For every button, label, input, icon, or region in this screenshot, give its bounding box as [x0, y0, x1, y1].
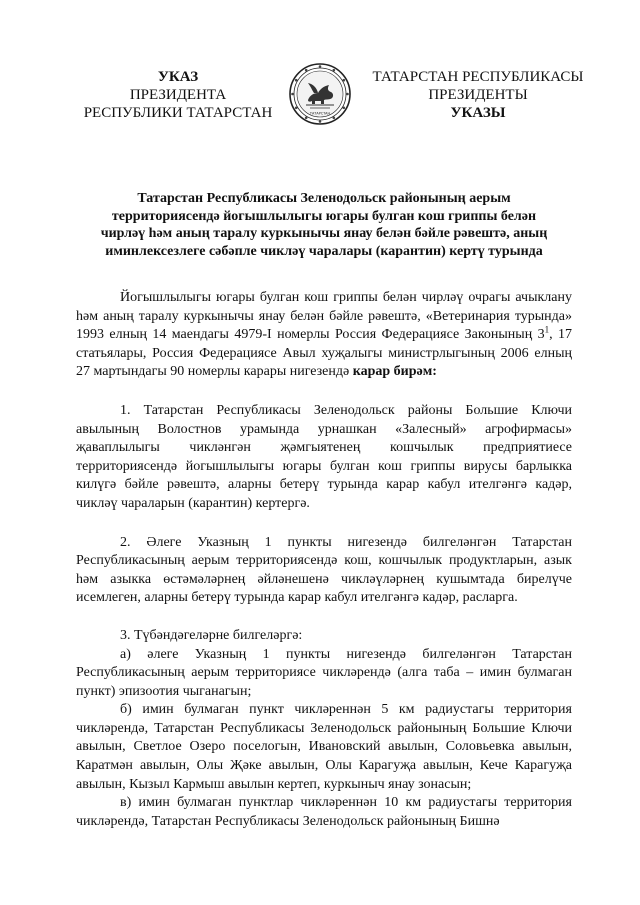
header-right-block [362, 68, 594, 122]
document-body [76, 289, 572, 831]
item-2-paragraph: 2. Әлеге Указның 1 пункты нигезендә билгеләнгән Татарстан Республикасының аерым территориясендә кош, кошчылык продуктларын, азык һәм азыкка өстәмәләрнең әйләнешенә чикләүләрнең кушымтада бирелүче исемлеген, аларны бетерү турында карар кабул ителгәнгә кадәр, расларга. [76, 534, 572, 606]
header-right-line2: ПРЕЗИДЕНТЫ [428, 87, 528, 103]
title-line3: чирләү һәм аның таралу куркынычы янау белән бәйле рәвештә, аның [100, 226, 548, 241]
item-3-heading: 3. Түбәндәгеләрне билгеләргә: [120, 627, 303, 643]
header-left-line2: ПРЕЗИДЕНТА [129, 87, 227, 103]
title-line1: Татарстан Республикасы Зеленодольск районының аерым [137, 191, 511, 206]
header-left-line1: УКАЗ [157, 69, 199, 85]
preamble-decision: карар бирәм: [352, 364, 437, 380]
header-left-line3: РЕСПУБЛИКИ ТАТАРСТАН [83, 105, 273, 121]
title-line2: территориясендә йогышлылыгы югары булган кош гриппы белән [111, 208, 537, 224]
header-right-line1: ТАТАРСТАН РЕСПУБЛИКАСЫ [372, 69, 584, 85]
preamble-paragraph [76, 289, 572, 382]
item-3c-paragraph: в) имин булмаган пунктлар чикләреннән 10 км радиустагы территория чикләрендә, Татарстан Республикасы Зеленодольск районының Бишнә [76, 795, 572, 829]
item-3a-paragraph: а) әлеге Указның 1 пункты нигезендә билгеләнгән Татарстан Республикасының аерым территориясе чикләрендә (алга таба – имин булмаган пункт) эпизоотия чыганагын; [76, 646, 572, 699]
title-line4: иминлексезлеге сәбәпле чикләү чаралары (карантин) кертү турында [105, 243, 543, 259]
item-1-paragraph: 1. Татарстан Республикасы Зеленодольск районы Большие Ключи авылының Волостнов урамында урнашкан «Залесный» агрофирмасы» җаваплылыгы чикләнгән җәмгыятенең кошчылык предприятиесе территориясендә йогышлылыгы югары булган кош гриппы вирусы барлыкка килүгә бәйле рәвештә, аларны бетерү турында карар кабул ителгәнгә кадәр, чикләү чараларын (карантин) кертергә. [76, 402, 572, 511]
coat-of-arms-of-tatarstan-icon [288, 62, 352, 126]
header-right-line3: УКАЗЫ [450, 105, 506, 121]
preamble-sup: 1 [544, 324, 550, 335]
header-left-block [72, 68, 284, 122]
emblem-ring-text: ТАТАРСТАН [309, 111, 331, 116]
preamble-text-after: , 17 статьялары, Россия Федерациясе Авыл хуҗалыгы министрлыгының 2006 елның 27 мартындагы 90 номерлы карары нигезендә [76, 327, 572, 380]
preamble-text: Йогышлылыгы югары булган кош гриппы белән чирләү очрагы ачыклану һәм аның таралу куркынычы янау белән бәйле рәвештә, «Ветеринария турында» 1993 елның 14 маендагы 4979-I номерлы Россия Федерациясе Законының 3 [76, 290, 572, 343]
item-3b-paragraph: б) имин булмаган пункт чикләреннән 5 км радиустагы территория чикләрендә, Татарстан Республикасы Зеленодольск районының Большие Ключи авылын, Светлое Озеро поселогын, Ивановский авылын, Соловьевка авылын, Каратмән авылын, Олы Җәке авылын, Олы Карагуҗа авылын, Кече Карагуҗа авылын, Кызыл Кармыш авылын кертеп, куркыныч янау зонасын; [76, 702, 572, 792]
document-title [74, 190, 574, 260]
